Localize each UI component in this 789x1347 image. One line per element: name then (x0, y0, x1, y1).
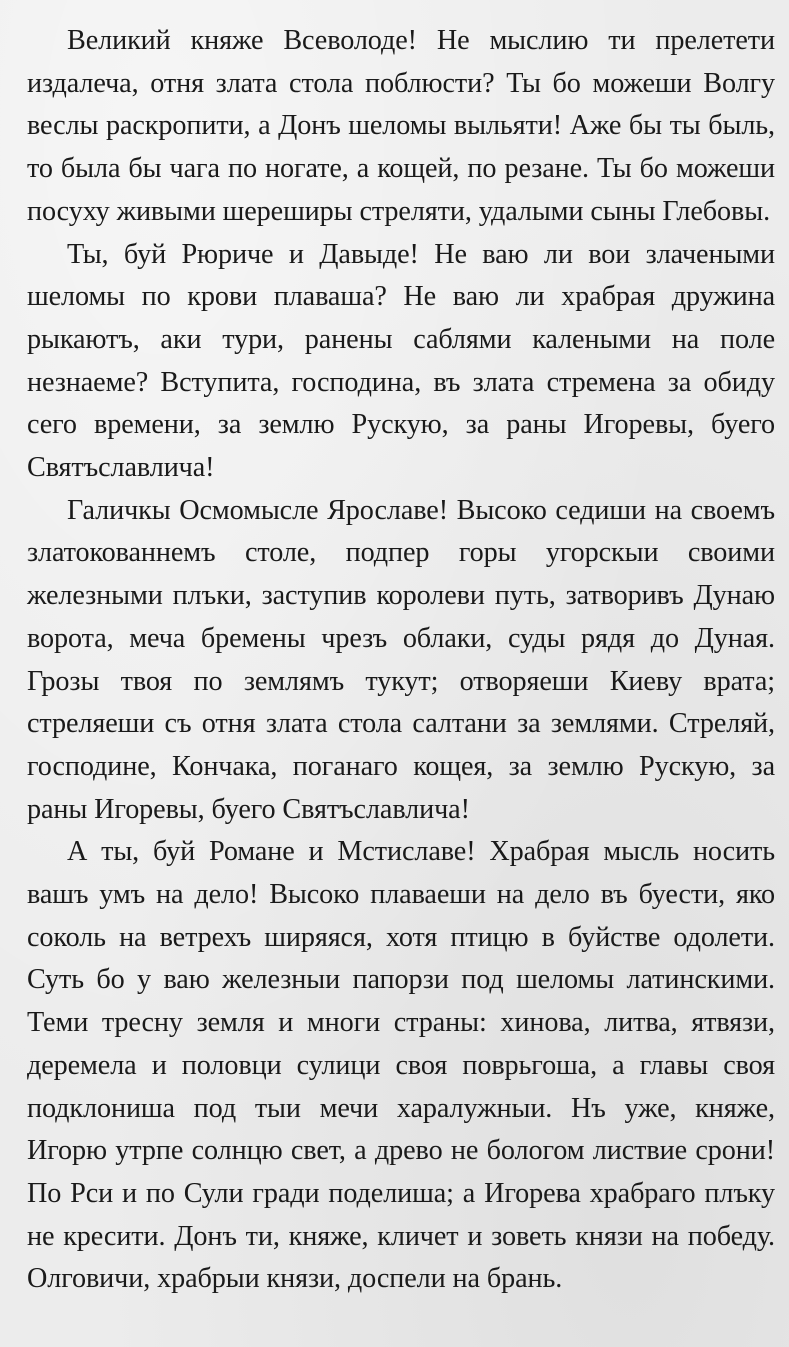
paragraph-roman-mstislav: А ты, буй Романе и Мстиславе! Храбрая мысль носить вашъ умъ на дело! Высоко плаваеши на дело въ буести, яко соколь на ветрехъ ширяяся, хотя птицю в буйстве одолети. Суть бо у ваю железныи папорзи под шеломы латинскими. Теми тресну земля и многи страны: хинова, литва, ятвязи, деремела и половци сулици своя поврьгоша, а главы своя подклониша под тыи мечи харалужныи. Нъ уже, княже, Игорю утрпе солнцю свет, а древо не бологом листвие срони! По Рси и по Сули гради поделиша; а Игорева храбраго плъку не кресити. Донъ ти, княже, кличет и зоветь князи на победу. Олговичи, храбрыи князи, доспели на брань. (27, 836, 775, 1295)
page-text (27, 20, 775, 1301)
paragraph-yaroslav-galich: Галичкы Осмомысле Ярославе! Высоко седиши на своемъ златокованнемъ столе, подпер горы угорскыи своими железными плъки, заступив королеви путь, затворивъ Дунаю ворота, меча бремены чрезъ облаки, суды рядя до Дуная. Грозы твоя по землямъ тукут; отворяеши Киеву врата; стреляеши съ отня злата стола салтани за землями. Стреляй, господине, Кончака, поганаго кощея, за землю Рускую, за раны Игоревы, буего Святъславлича! (27, 494, 775, 825)
paragraph-rurik-david: Ты, буй Рюриче и Давыде! Не ваю ли вои злачеными шеломы по крови плаваша? Не ваю ли храбрая дружина рыкаютъ, аки тури, ранены саблями калеными на поле незнаеме? Вступита, господина, въ злата стремена за обиду сего времени, за землю Рускую, за раны Игоревы, буего Святъславлича! (27, 238, 775, 484)
paragraph-vsevolod: Великий княже Всеволоде! Не мыслию ти прелетети издалеча, отня злата стола поблюсти? Ты бо можеши Волгу веслы раскропити, а Донъ шеломы выльяти! Аже бы ты быль, то была бы чага по ногате, а кощей, по резане. Ты бо можеши посуху живыми шереширы стреляти, удалыми сыны Глебовы. (27, 25, 775, 227)
